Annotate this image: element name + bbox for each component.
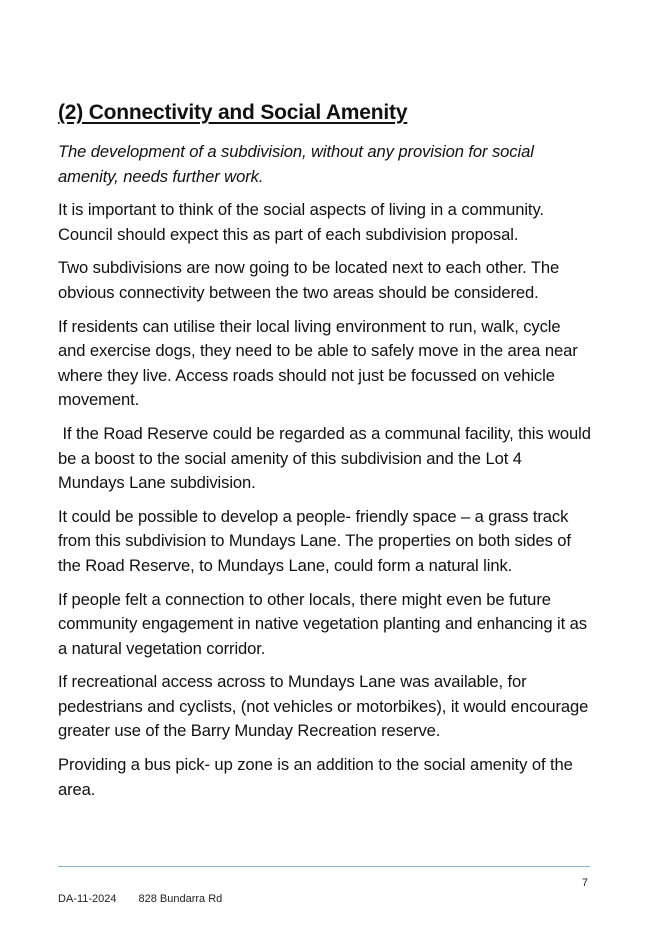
paragraph-social-aspects: It is important to think of the social aspects of living in a community. Council should expect this as part of each subdivision proposal. — [58, 200, 544, 244]
section-heading: (2) Connectivity and Social Amenity — [58, 101, 408, 124]
document-body — [58, 100, 596, 811]
intro-paragraph: The development of a subdivision, without any provision for social amenity, needs further work. — [58, 142, 534, 186]
footer-address: 828 Bundarra Rd — [138, 893, 223, 905]
footer-reference — [58, 893, 222, 905]
paragraph-community-engagement: If people felt a connection to other locals, there might even be future community engagement in native vegetation planting and enhancing it as a natural vegetation corridor. — [58, 589, 587, 658]
page-number: 7 — [581, 877, 588, 889]
paragraph-two-subdivisions: Two subdivisions are now going to be located next to each other. The obvious connectivity between the two areas should be considered. — [58, 258, 560, 302]
paragraph-road-reserve: If the Road Reserve could be regarded as a communal facility, this would be a boost to the social amenity of this subdivision and the Lot 4 Mundays Lane subdivision. — [58, 423, 596, 493]
paragraph-people-friendly-space: It could be possible to develop a people- friendly space – a grass track from this subdivision to Mundays Lane. The properties on both sides of the Road Reserve, to Mundays Lane, could form a natural link. — [58, 506, 571, 575]
footer-divider — [58, 866, 590, 867]
footer-doc-ref: DA-11-2024 — [58, 893, 117, 905]
paragraph-bus-pickup: Providing a bus pick- up zone is an addition to the social amenity of the area. — [58, 755, 573, 799]
paragraph-residents-movement: If residents can utilise their local living environment to run, walk, cycle and exercise dogs, they need to be able to safely move in the area near where they live. Access roads should not just be focussed on vehicle movement. — [58, 316, 578, 410]
paragraph-recreational-access: If recreational access across to Mundays Lane was available, for pedestrians and cyclists, (not vehicles or motorbikes), it would encourage greater use of the Barry Munday Recreation reserve. — [58, 672, 589, 741]
